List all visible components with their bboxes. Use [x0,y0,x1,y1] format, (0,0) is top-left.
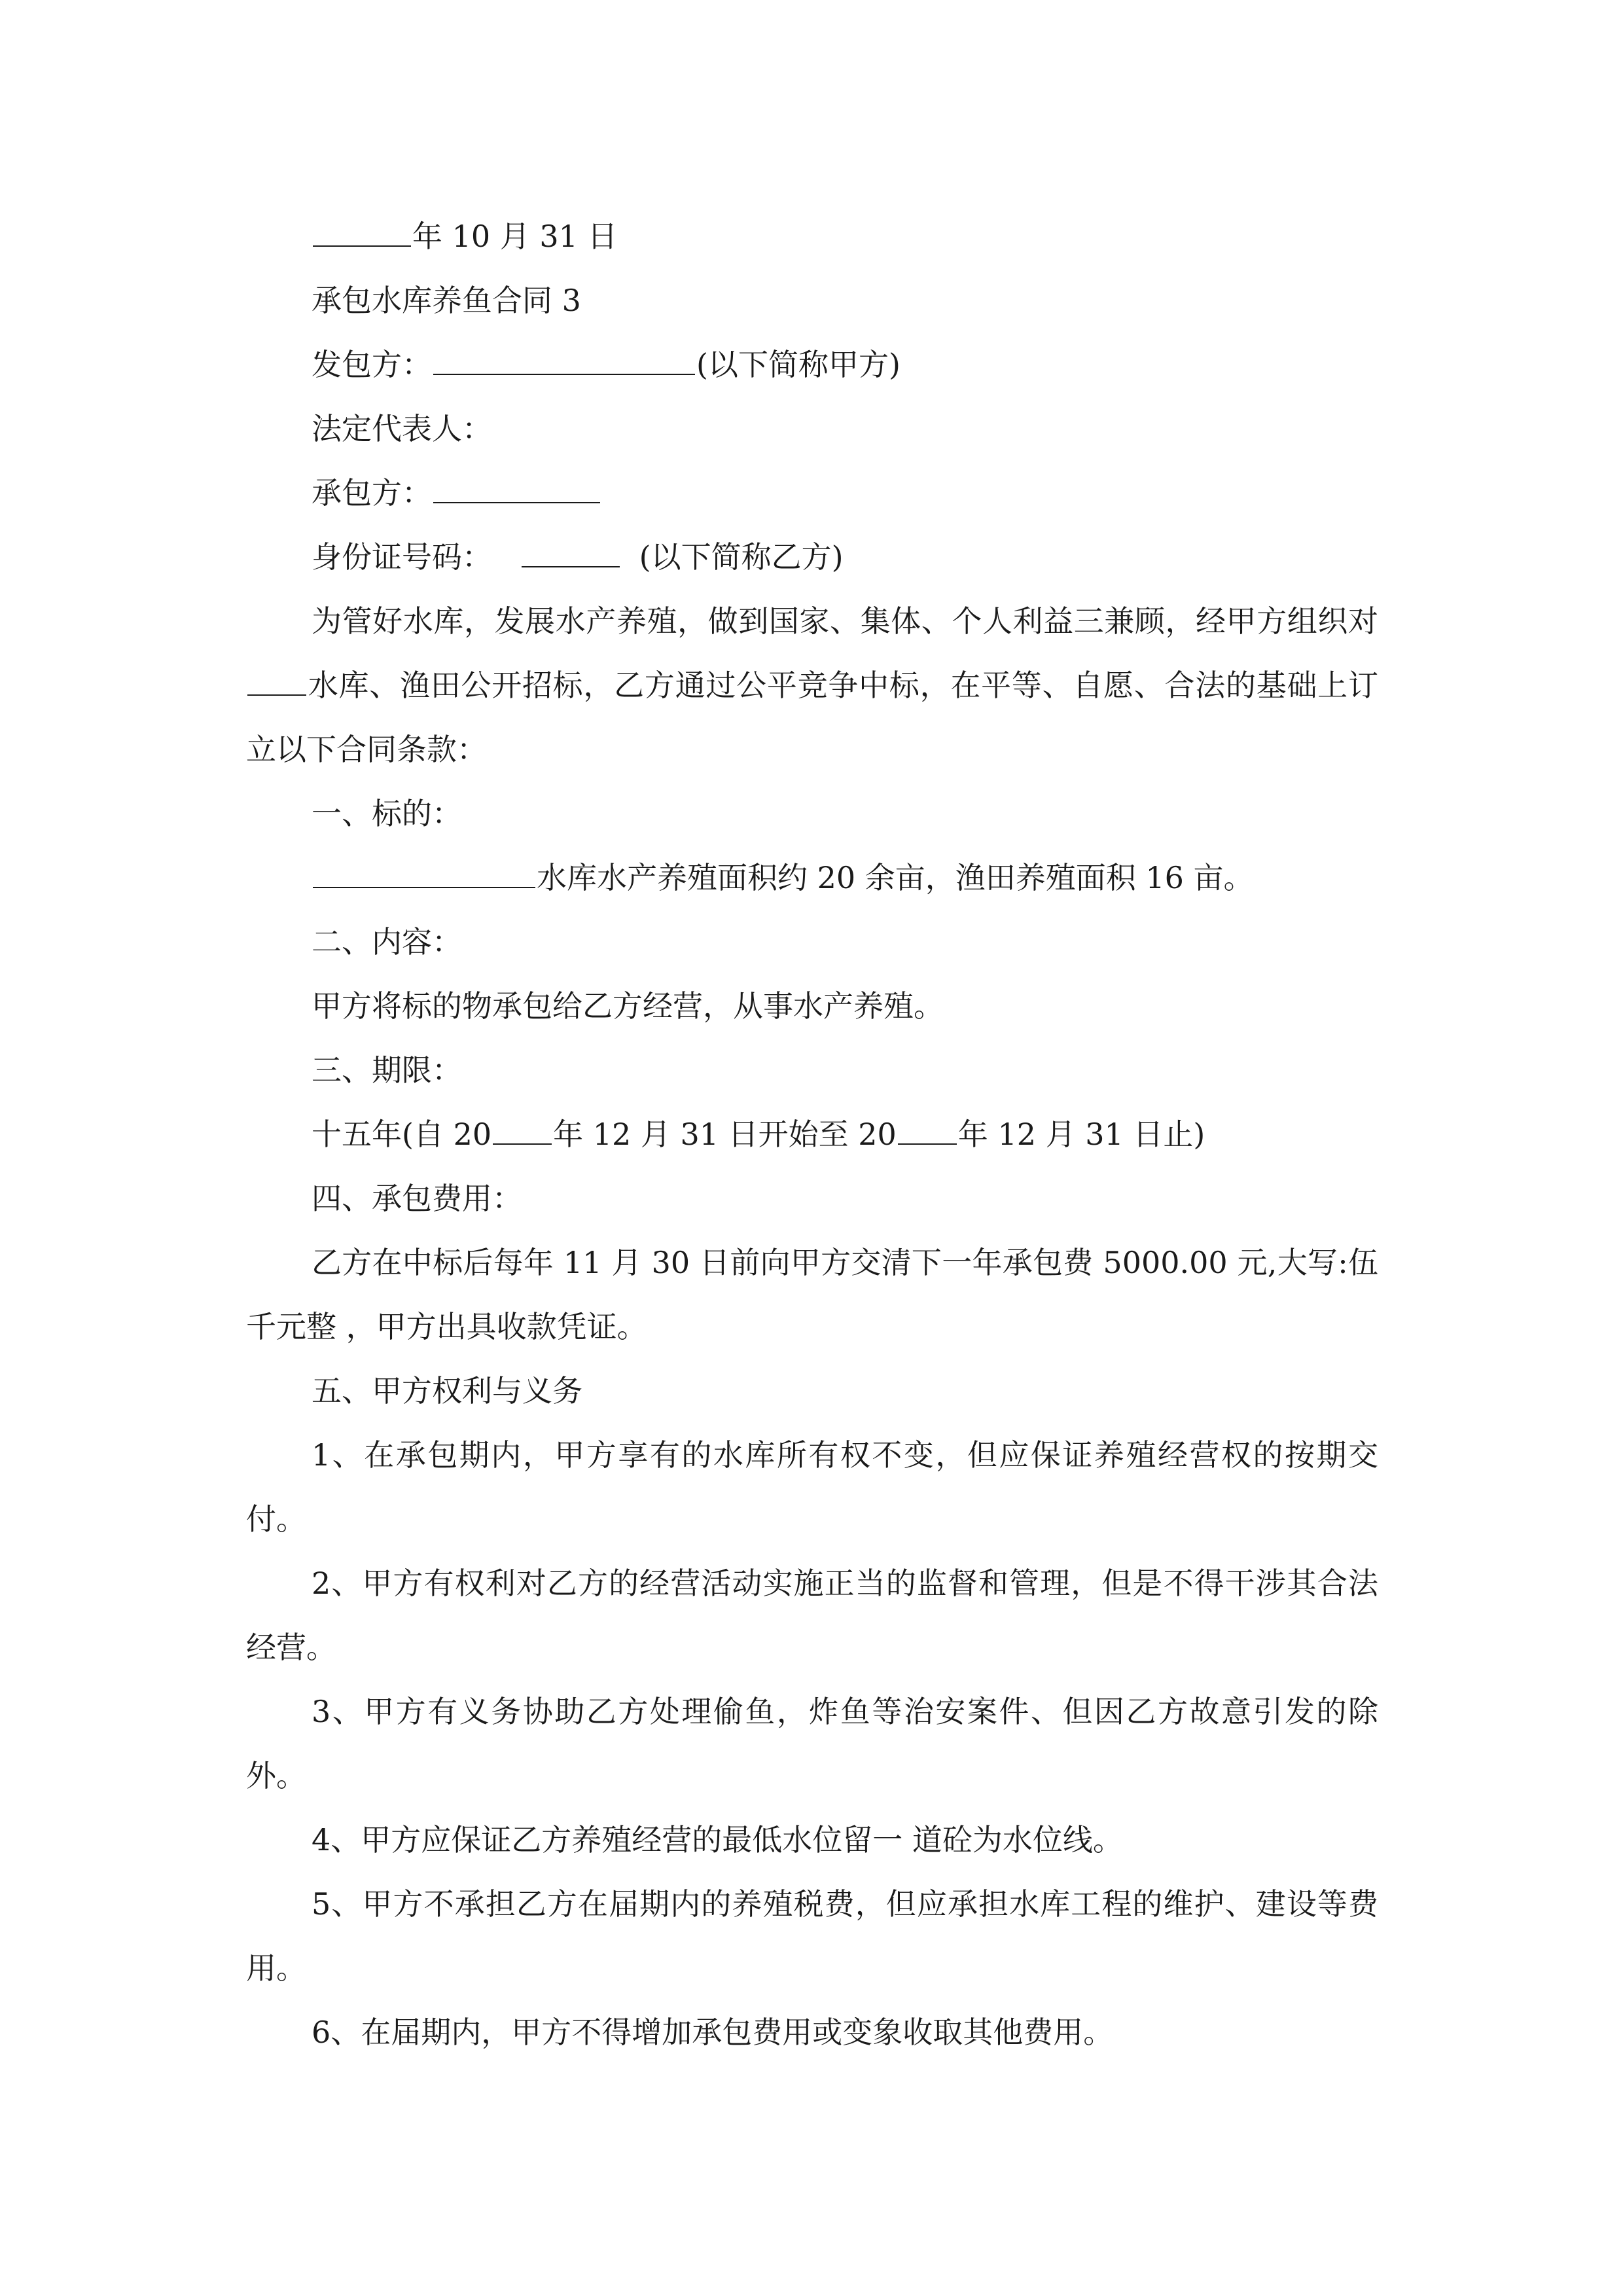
section3-text-line [246,1102,1378,1166]
section2-heading: 二、内容： [312,924,462,960]
term-text-a: 十五年(自 20 [312,1117,492,1152]
contractor-line [246,461,1378,525]
preamble-text-1: 为管好水库，发展水产养殖，做到国家、集体、个人利益三兼顾，经甲方组织对 [312,603,1378,639]
document-page [246,204,1378,2064]
section2-text: 甲方将标的物承包给乙方经营，从事水产养殖。 [312,988,944,1024]
id-number-blank[interactable] [522,536,620,567]
date-text: 年 10 月 31 日 [412,219,618,254]
id-number-line [246,525,1378,589]
start-year-blank[interactable] [493,1113,552,1145]
id-number-label: 身份证号码： [312,539,492,575]
section5-item-5: 5、甲方不承担乙方在届期内的养殖税费，但应承担水库工程的维护、建设等费用。 [246,1886,1378,1986]
id-number-suffix: (以下简称乙方) [639,539,844,575]
preamble-paragraph [246,589,1378,781]
section1-heading: 一、标的： [312,796,462,831]
issuer-suffix: (以下简称甲方) [696,347,901,382]
section5-item-4: 4、甲方应保证乙方养殖经营的最低水位留一 道砼为水位线。 [312,1822,1123,1857]
section5-item-6: 6、在届期内，甲方不得增加承包费用或变象收取其他费用。 [312,2015,1114,2050]
reservoir-blank[interactable] [313,857,535,888]
legal-rep-label: 法定代表人： [312,411,492,446]
term-text-b: 年 12 月 31 日开始至 20 [553,1117,897,1152]
issuer-label: 发包方： [312,347,432,382]
contractor-label: 承包方： [312,475,432,511]
section4-text: 乙方在中标后每年 11 月 30 日前向甲方交清下一年承包费 5000.00 元,大写:伍千元整 ，甲方出具收款凭证。 [246,1245,1378,1344]
end-year-blank[interactable] [898,1113,957,1145]
section4-heading: 四、承包费用： [312,1181,522,1216]
section3-heading: 三、期限： [312,1052,462,1088]
issuer-line [246,332,1378,397]
legal-rep-line [246,397,1378,461]
term-text-c: 年 12 月 31 日止) [957,1117,1205,1152]
contract-title: 承包水库养鱼合同 3 [312,283,581,318]
year-blank[interactable] [313,215,411,247]
issuer-blank[interactable] [433,344,695,375]
section5-item-1: 1、在承包期内，甲方享有的水库所有权不变，但应保证养殖经营权的按期交付。 [246,1437,1378,1537]
preamble-text-2: 水库、渔田公开招标，乙方通过公平竞争中标，在平等、自愿、合法的基础上订立以下合同条款： [246,668,1378,767]
section1-text: 水库水产养殖面积约 20 余亩，渔田养殖面积 16 亩。 [537,860,1254,895]
section1-text-line [246,846,1378,910]
section5-item-2: 2、甲方有权利对乙方的经营活动实施正当的监督和管理，但是不得干涉其合法经营。 [246,1566,1378,1665]
section5-heading: 五、甲方权利与义务 [312,1373,582,1408]
reservoir-name-blank[interactable] [247,664,306,696]
section5-item-3: 3、甲方有义务协助乙方处理偷鱼，炸鱼等治安案件、但因乙方故意引发的除外。 [246,1694,1378,1793]
contractor-blank[interactable] [433,472,600,503]
date-line [246,204,1378,268]
